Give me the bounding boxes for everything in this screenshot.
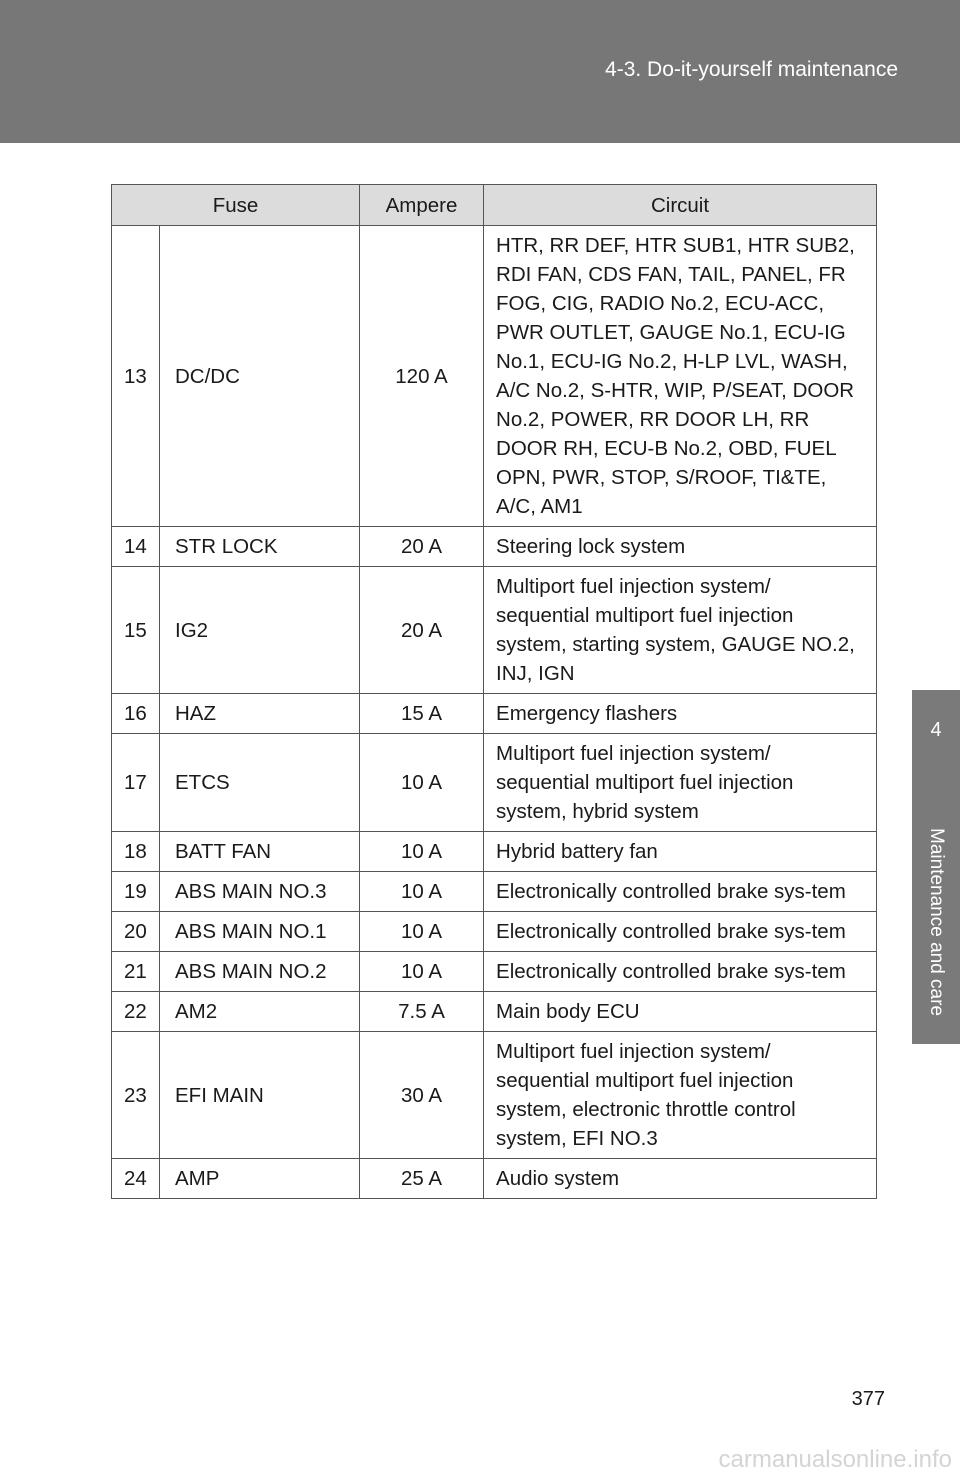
fuse-table (111, 184, 877, 1199)
fuse-ampere: 30 A (360, 1032, 484, 1159)
fuse-circuit: Emergency flashers (484, 694, 877, 734)
fuse-circuit: HTR, RR DEF, HTR SUB1, HTR SUB2, RDI FAN, CDS FAN, TAIL, PANEL, FR FOG, CIG, RADIO No.2, ECU-ACC, PWR OUTLET, GAUGE No.1, ECU-IG No.1, ECU-IG No.2, H-LP LVL, WASH, A/C No.2, S-HTR, WIP, P/SEAT, DOOR No.2, POWER, RR DOOR LH, RR DOOR RH, ECU-B No.2, OBD, FUEL OPN, PWR, STOP, S/ROOF, TI&TE, A/C, AM1 (484, 226, 877, 527)
fuse-number: 13 (112, 226, 160, 527)
fuse-circuit: Multiport fuel injection system/ sequential multiport fuel injection system, hybrid system (484, 734, 877, 832)
table-row (112, 952, 877, 992)
table-row (112, 872, 877, 912)
table-row (112, 226, 877, 527)
table-row (112, 527, 877, 567)
fuse-ampere: 120 A (360, 226, 484, 527)
fuse-circuit: Electronically controlled brake sys-tem (484, 912, 877, 952)
fuse-name: DC/DC (160, 226, 360, 527)
table-row (112, 734, 877, 832)
fuse-ampere: 10 A (360, 832, 484, 872)
col-header-ampere: Ampere (360, 185, 484, 226)
page-number: 377 (851, 1388, 885, 1410)
table-header-row (112, 185, 877, 226)
fuse-circuit: Electronically controlled brake sys-tem (484, 872, 877, 912)
footer-watermark: carmanualsonline.info (718, 1446, 952, 1473)
header-bar (0, 0, 960, 143)
fuse-circuit: Steering lock system (484, 527, 877, 567)
fuse-number: 18 (112, 832, 160, 872)
chapter-tab-label: Maintenance and care (926, 827, 947, 1017)
fuse-number: 23 (112, 1032, 160, 1159)
fuse-number: 17 (112, 734, 160, 832)
fuse-number: 16 (112, 694, 160, 734)
fuse-number: 21 (112, 952, 160, 992)
fuse-number: 22 (112, 992, 160, 1032)
chapter-tab (912, 800, 960, 1044)
chapter-tab-number: 4 (912, 690, 960, 800)
fuse-name: ABS MAIN NO.2 (160, 952, 360, 992)
fuse-circuit: Electronically controlled brake sys-tem (484, 952, 877, 992)
fuse-name: BATT FAN (160, 832, 360, 872)
fuse-ampere: 10 A (360, 734, 484, 832)
fuse-number: 15 (112, 567, 160, 694)
table-row (112, 567, 877, 694)
fuse-ampere: 15 A (360, 694, 484, 734)
fuse-ampere: 10 A (360, 952, 484, 992)
fuse-name: ETCS (160, 734, 360, 832)
fuse-name: AM2 (160, 992, 360, 1032)
fuse-circuit: Multiport fuel injection system/ sequential multiport fuel injection system, electronic throttle control system, EFI NO.3 (484, 1032, 877, 1159)
fuse-number: 14 (112, 527, 160, 567)
fuse-circuit: Hybrid battery fan (484, 832, 877, 872)
fuse-name: AMP (160, 1159, 360, 1199)
fuse-ampere: 10 A (360, 912, 484, 952)
table-row (112, 992, 877, 1032)
table-row (112, 832, 877, 872)
fuse-ampere: 7.5 A (360, 992, 484, 1032)
fuse-circuit: Main body ECU (484, 992, 877, 1032)
fuse-name: ABS MAIN NO.3 (160, 872, 360, 912)
fuse-ampere: 20 A (360, 567, 484, 694)
table-row (112, 1032, 877, 1159)
col-header-fuse: Fuse (112, 185, 360, 226)
fuse-name: IG2 (160, 567, 360, 694)
fuse-ampere: 25 A (360, 1159, 484, 1199)
fuse-name: HAZ (160, 694, 360, 734)
table-row (112, 912, 877, 952)
fuse-circuit: Audio system (484, 1159, 877, 1199)
fuse-table-body (112, 226, 877, 1199)
fuse-name: ABS MAIN NO.1 (160, 912, 360, 952)
col-header-circuit: Circuit (484, 185, 877, 226)
section-title: 4-3. Do-it-yourself maintenance (605, 58, 898, 81)
table-row (112, 694, 877, 734)
table-row (112, 1159, 877, 1199)
fuse-name: STR LOCK (160, 527, 360, 567)
fuse-number: 20 (112, 912, 160, 952)
fuse-circuit: Multiport fuel injection system/ sequential multiport fuel injection system, starting system, GAUGE NO.2, INJ, IGN (484, 567, 877, 694)
fuse-name: EFI MAIN (160, 1032, 360, 1159)
fuse-ampere: 20 A (360, 527, 484, 567)
fuse-number: 19 (112, 872, 160, 912)
fuse-number: 24 (112, 1159, 160, 1199)
fuse-ampere: 10 A (360, 872, 484, 912)
